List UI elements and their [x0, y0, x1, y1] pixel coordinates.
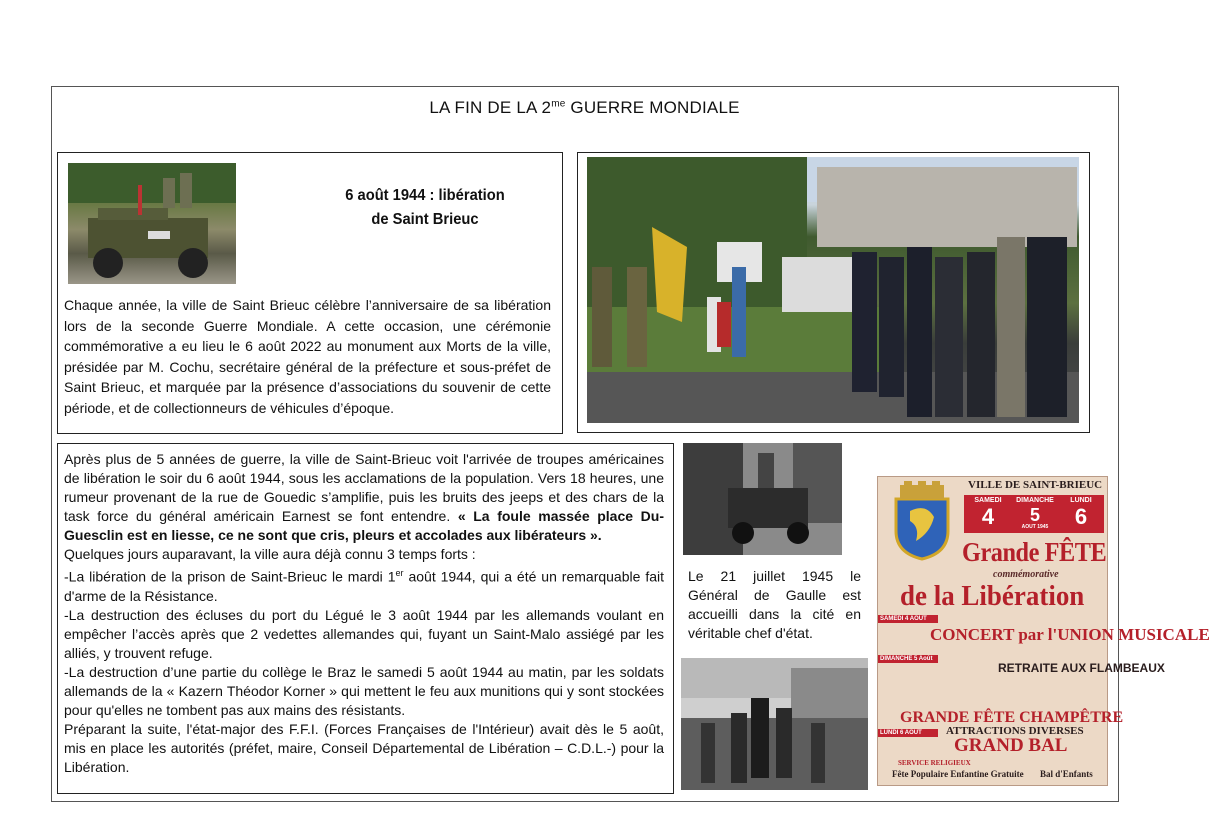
poster-fete-populaire: Fête Populaire Enfantine Gratuite: [892, 769, 1024, 779]
ceremony-photo: [587, 157, 1079, 423]
history-paragraph-arrival: Après plus de 5 années de guerre, la ville de Saint-Brieuc voit l'arrivée de troupes américaines de libération le soir du 6 août 1944, sous les acclamations de la population. Vers 18 heures, une rumeur provenant de la rue de Gouedic s’amplifie, puis les bruits des jeeps et des chars de la task force du général américain Earnest se font entendre. « La foule massée place Du-Guesclin est en liesse, ce ne sont que cris, pleurs et accolades aux libérateurs ».: [64, 451, 664, 543]
poster-band-lundi: LUNDI 6 AOUT: [878, 729, 938, 737]
poster-liberation: de la Libération: [900, 580, 1085, 612]
de-gaulle-caption: Le 21 juillet 1945 le Général de Gaulle est accueilli dans la cité en véritable chef d'état.: [688, 568, 861, 641]
poster-grande-fete: Grande FÊTE: [962, 537, 1107, 567]
poster-fete-champetre: GRANDE FÊTE CHAMPÊTRE: [900, 709, 1124, 726]
history-paragraph-prison: -La libération de la prison de Saint-Brieuc le mardi 1er août 1944, qui a été un remarquable fait d'arme de la Résistance.: [64, 568, 665, 604]
history-text: [64, 450, 664, 777]
poster-retraite: RETRAITE AUX FLAMBEAUX: [998, 661, 1165, 675]
jeep-photo: [68, 163, 236, 284]
poster-dates-band: SAMEDI 4 DIMANCHE 5 AOUT 1945 LUNDI 6: [964, 495, 1104, 533]
saint-brieuc-crest-icon: [886, 481, 958, 561]
archive-jeep-photo: [683, 443, 842, 555]
history-paragraph-intro: Quelques jours auparavant, la ville aura déjà connu 3 temps forts :: [64, 546, 476, 562]
poster-commemorative: commémorative: [993, 569, 1059, 580]
liberation-poster: [877, 476, 1210, 786]
section-heading: 6 août 1944 : libération de Saint Brieuc: [345, 187, 505, 228]
poster-ville: VILLE DE SAINT-BRIEUC: [968, 479, 1103, 491]
history-paragraph-ffi: Préparant la suite, l'état-major des F.F.I. (Forces Françaises de l'Intérieur) avait dès le 5 août, mis en place les autorités (préfet, maire, Conseil Départemental de Libération – C.D.L.-) pour la Libération.: [64, 720, 664, 775]
poster-attractions: ATTRACTIONS DIVERSES: [946, 725, 1084, 737]
history-paragraph-college: -La destruction d’une partie du collège le Braz le samedi 5 août 1944 au matin, par les soldats allemands de la « Kazern Théodor Korner » qui mettent le feu aux munitions qui y sont stockées pour qu'elles ne tombent pas aux mains des résistants.: [64, 663, 664, 718]
poster-band-samedi: SAMEDI 4 AOUT: [878, 615, 938, 623]
poster-service-religieux: SERVICE RELIGIEUX: [898, 759, 971, 767]
poster-bal-enfants: Bal d'Enfants: [1040, 769, 1093, 779]
history-paragraph-legue: -La destruction des écluses du port du Légué le 3 août 1944 par les allemands voulant en empêcher l’accès après que 2 vedettes allemandes qui, fuyant un Saint-Malo assiégé par les alliés, y trouvent refuge.: [64, 606, 664, 661]
poster-concert: CONCERT par l'UNION MUSICALE: [930, 625, 1210, 644]
de-gaulle-photo: [681, 658, 868, 790]
ceremony-paragraph: Chaque année, la ville de Saint Brieuc célèbre l’anniversaire de sa libération lors de la seconde Guerre Mondiale. A cette occasion, une cérémonie commémorative a eu lieu le 6 août 2022 au monument aux Morts de la ville, présidée par M. Cochu, secrétaire général de la préfecture et sous-préfet de Saint Brieuc, et marquée par la présence d’associations du souvenir de cette période, et de collectionneurs de véhicules d’époque.: [64, 297, 551, 416]
page-title: LA FIN DE LA $2^{me}$ GUERRE MONDIALE: [429, 98, 740, 117]
poster-grand-bal: GRAND BAL: [954, 735, 1068, 756]
poster-band-dimanche: DIMANCHE 5 Août: [878, 655, 938, 663]
